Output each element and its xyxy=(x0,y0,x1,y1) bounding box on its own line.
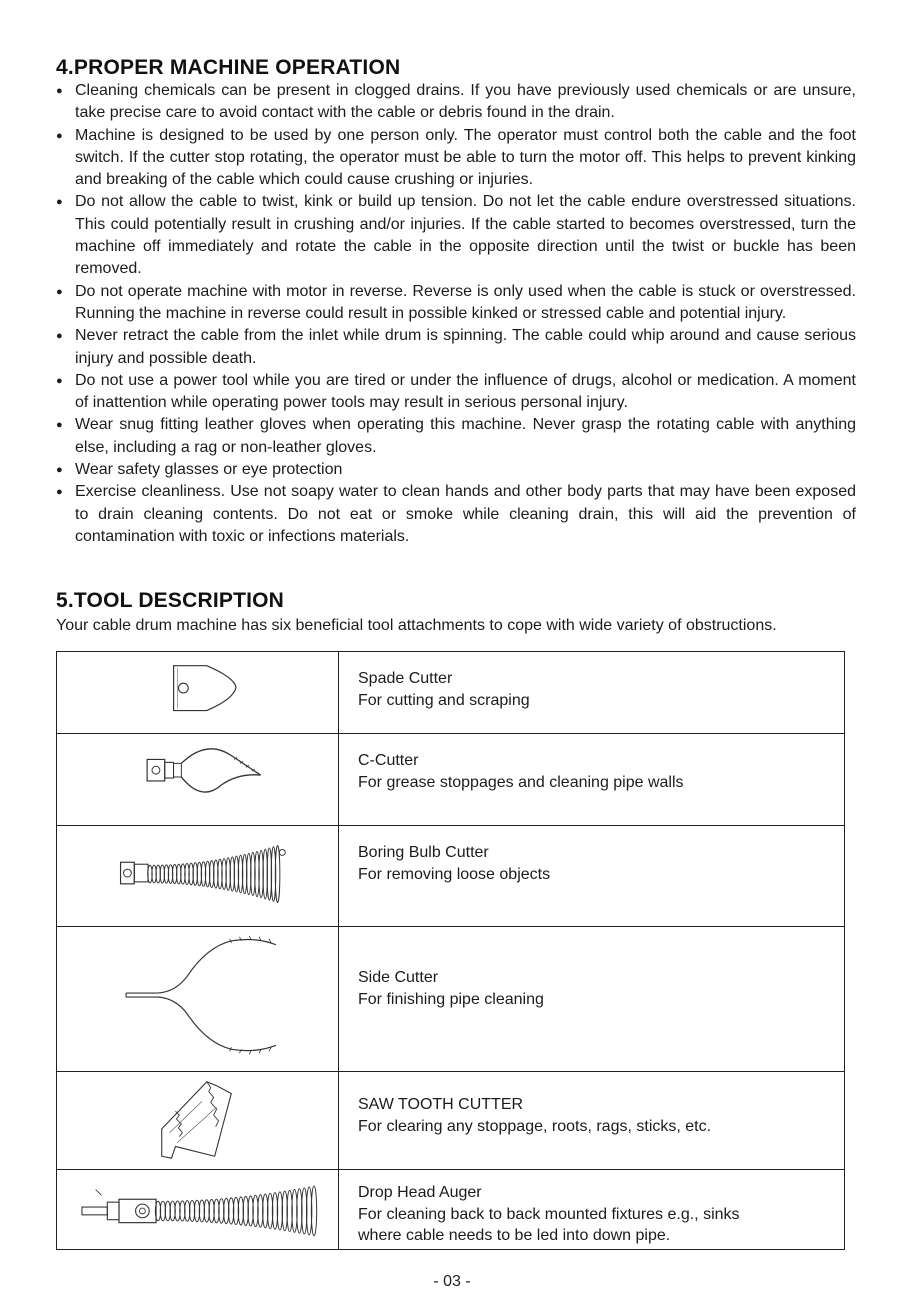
tool-desc-cell xyxy=(339,734,845,826)
bullet-item: ● Wear snug fitting leather gloves when operating this machine. Never grasp the rotating cable with anything else, including a rag or non-leather gloves. xyxy=(56,414,856,459)
tool-name: Boring Bulb Cutter xyxy=(358,844,489,861)
table-row xyxy=(57,652,845,734)
bullet-item: ● Do not allow the cable to twist, kink or build up tension. Do not let the cable endure overstressed situations. This could potentially result in crushing and/or injuries. If the cable started to becomes overstressed, turn the machine off immediately and rotate the cable in the opposite direction until the twist or buckle has been removed. xyxy=(56,191,856,280)
table-row xyxy=(57,826,845,927)
tool-desc-cell xyxy=(339,1072,845,1170)
tool-image-cell xyxy=(57,1170,339,1250)
tool-desc-cell xyxy=(339,652,845,734)
tool-name: Spade Cutter xyxy=(358,670,453,687)
bullet-item: ● Do not use a power tool while you are tired or under the influence of drugs, alcohol or medication. A moment of inattention while operating power tools may result in serious personal injury. xyxy=(56,370,856,415)
boring-bulb-cutter-icon xyxy=(57,826,338,925)
table-row xyxy=(57,1072,845,1170)
operation-bullet-list xyxy=(56,80,856,548)
tool-desc-line: For clearing any stoppage, roots, rags, sticks, etc. xyxy=(358,1117,712,1135)
page-number: - 03 - xyxy=(433,1273,471,1290)
tool-desc-line: For cleaning back to back mounted fixtures e.g., sinks xyxy=(358,1205,740,1223)
table-row xyxy=(57,927,845,1072)
tool-desc-line: For finishing pipe cleaning xyxy=(358,990,544,1008)
tool-intro-text: Your cable drum machine has six beneficial tool attachments to cope with wide variety of obstructions. xyxy=(56,617,777,634)
tool-image-cell xyxy=(57,734,339,826)
tool-image-cell xyxy=(57,652,339,734)
side-cutter-icon xyxy=(57,927,338,1070)
tool-desc-line: For removing loose objects xyxy=(358,865,551,883)
tool-name: C-Cutter xyxy=(358,752,419,769)
bullet-item: ● Never retract the cable from the inlet while drum is spinning. The cable could whip around and cause serious injury and possible death. xyxy=(56,325,856,370)
tool-image-cell xyxy=(57,1072,339,1170)
bullet-item: ● Do not operate machine with motor in reverse. Reverse is only used when the cable is stuck or overstressed. Running the machine in reverse could result in possible kinked or stressed cable and potential injury. xyxy=(56,281,856,326)
tool-image-cell xyxy=(57,826,339,927)
bullet-item: ● Machine is designed to be used by one person only. The operator must control both the cable and the foot switch. If the cutter stop rotating, the operator must be able to turn the motor off. This helps to prevent kinking and breaking of the cable which could cause crushing or injuries. xyxy=(56,125,856,192)
tool-name: SAW TOOTH CUTTER xyxy=(358,1096,524,1113)
tool-desc-line: For grease stoppages and cleaning pipe walls xyxy=(358,773,684,791)
table-row xyxy=(57,1170,845,1250)
tool-table xyxy=(56,651,845,1250)
bullet-item: ● Cleaning chemicals can be present in clogged drains. If you have previously used chemicals or are unsure, take precise care to avoid contact with the cable or debris found in the drain. xyxy=(56,80,856,125)
tool-desc-cell xyxy=(339,826,845,927)
tool-desc-line: For cutting and scraping xyxy=(358,691,530,709)
bullet-item: ● Exercise cleanliness. Use not soapy water to clean hands and other body parts that may have been exposed to drain cleaning contents. Do not eat or smoke while cleaning drain, this will aid the prevention of contamination with toxic or infections materials. xyxy=(56,481,856,548)
tool-name: Side Cutter xyxy=(358,969,439,986)
tool-desc-line: where cable needs to be led into down pipe. xyxy=(358,1227,671,1244)
drop-head-auger-icon xyxy=(57,1170,338,1248)
spade-cutter-icon xyxy=(57,652,338,732)
tool-desc-cell xyxy=(339,1170,845,1250)
saw-tooth-cutter-icon xyxy=(57,1072,338,1168)
c-cutter-icon xyxy=(57,734,338,824)
tool-desc-cell xyxy=(339,927,845,1072)
tool-name: Drop Head Auger xyxy=(358,1184,482,1201)
tool-image-cell xyxy=(57,927,339,1072)
table-row xyxy=(57,734,845,826)
heading-machine-operation: 4.PROPER MACHINE OPERATION xyxy=(56,56,401,79)
bullet-item: ● Wear safety glasses or eye protection xyxy=(56,459,856,481)
heading-tool-description: 5.TOOL DESCRIPTION xyxy=(56,589,285,612)
